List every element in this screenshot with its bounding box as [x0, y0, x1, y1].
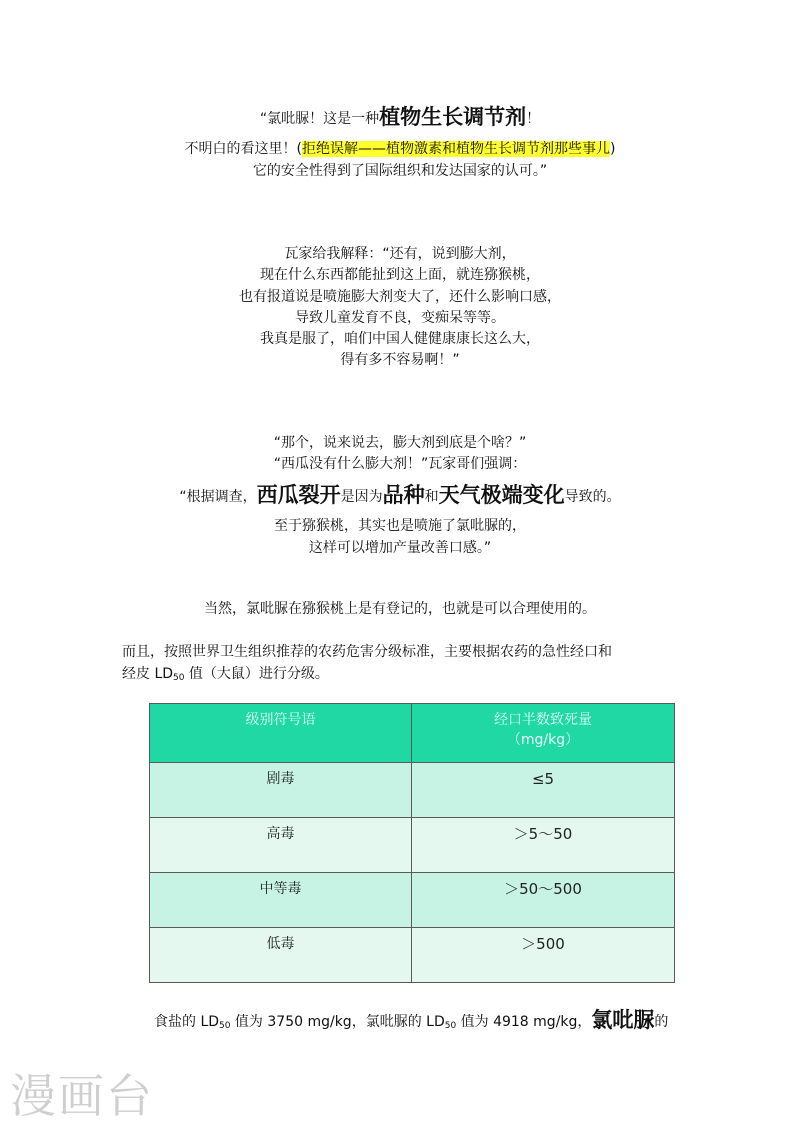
para3-line3-c: 和 — [424, 489, 439, 505]
table-cell-level: 低毒 — [150, 928, 412, 983]
para3-emphasis-variety: 品种 — [382, 483, 425, 507]
table-row — [150, 763, 675, 818]
para3-line5: 这样可以增加产量改善口感。” — [308, 540, 492, 556]
table-header-row — [150, 704, 675, 763]
site-watermark: 漫画台 — [10, 1069, 154, 1123]
para3-line3 — [0, 484, 800, 509]
para1-line1-emphasis: 植物生长调节剂 — [379, 105, 527, 129]
table-cell-value: ＞5～50 — [412, 818, 675, 873]
para3-emphasis-weather: 天气极端变化 — [438, 483, 565, 507]
para5-line2-post: 值（大鼠）进行分级。 — [184, 666, 329, 682]
para5-line2-pre: 经皮 LD — [122, 666, 174, 682]
para5-line1: 而且，按照世界卫生组织推荐的农药危害分级标准，主要根据农药的急性经口和 — [122, 644, 612, 660]
para3-emphasis-watermelon: 西瓜裂开 — [256, 483, 341, 507]
para1-line1-post: ！ — [526, 111, 541, 127]
para1-line2 — [0, 138, 800, 161]
para6-emphasis: 氯吡脲 — [591, 1008, 655, 1032]
para2-line: 得有多不容易啊！” — [340, 352, 460, 368]
table-cell-value: ＞500 — [412, 928, 675, 983]
table-cell-value: ＞50～500 — [412, 873, 675, 928]
para1-line1-pre: “氯吡脲！这是一种 — [259, 111, 380, 127]
para6-c: 值为 4918 mg/kg， — [456, 1014, 592, 1030]
para2-line: 我真是服了，咱们中国人健健康康长这么大， — [260, 331, 540, 347]
table-cell-level: 中等毒 — [150, 873, 412, 928]
para2-line: 导致儿童发育不良，变痴呆等等。 — [295, 310, 505, 326]
para6-subscript-1: 50 — [219, 1021, 231, 1031]
para2-line: 现在什么东西都能扯到这上面，就连猕猴桃， — [260, 267, 540, 283]
table-cell-level: 高毒 — [150, 818, 412, 873]
table-row — [150, 873, 675, 928]
para5-ld50-subscript: 50 — [173, 673, 185, 683]
para2-line: 瓦家给我解释：“还有，说到膨大剂， — [284, 246, 516, 262]
article-link-highlight[interactable]: 拒绝误解——植物激素和植物生长调节剂那些事儿 — [302, 141, 610, 157]
table-row — [150, 928, 675, 983]
header-ld50 — [412, 704, 675, 763]
para3-line3-b: 是因为 — [340, 489, 383, 505]
header-ld50-unit: （mg/kg） — [506, 732, 580, 748]
header-ld50-label: 经口半数致死量 — [494, 712, 592, 728]
para4: 当然，氯吡脲在猕猴桃上是有登记的，也就是可以合理使用的。 — [204, 601, 596, 617]
para6-b: 值为 3750 mg/kg，氯吡脲的 LD — [230, 1014, 445, 1030]
para6-subscript-2: 50 — [444, 1021, 457, 1031]
para1-line1 — [0, 106, 800, 131]
header-level — [150, 704, 412, 763]
para3-line2: “西瓜没有什么膨大剂！”瓦家哥们强调： — [273, 456, 527, 472]
table-cell-level: 剧毒 — [150, 763, 412, 818]
header-level-label: 级别符号语 — [245, 712, 316, 728]
para3-line3-a: “根据调查， — [179, 489, 257, 505]
para1-line3: 它的安全性得到了国际组织和发达国家的认可。” — [252, 163, 548, 179]
para2-line: 也有报道说是喷施膨大剂变大了，还什么影响口感， — [239, 289, 561, 305]
table-row — [150, 818, 675, 873]
para3-line3-d: 导致的。 — [564, 489, 621, 505]
para6-d: 的 — [654, 1014, 669, 1030]
para6-a: 食盐的 LD — [154, 1014, 220, 1030]
para1-line2-post: ) — [610, 141, 616, 157]
para3-line4: 至于猕猴桃，其实也是喷施了氯吡脲的， — [274, 518, 526, 534]
para3-line1: “那个，说来说去，膨大剂到底是个啥？” — [273, 435, 527, 451]
para1-line2-pre: 不明白的看这里！( — [184, 141, 302, 157]
table-cell-value: ≤5 — [412, 763, 675, 818]
toxicity-table — [149, 703, 675, 983]
para6 — [154, 1009, 668, 1038]
para5-line2 — [122, 663, 329, 690]
